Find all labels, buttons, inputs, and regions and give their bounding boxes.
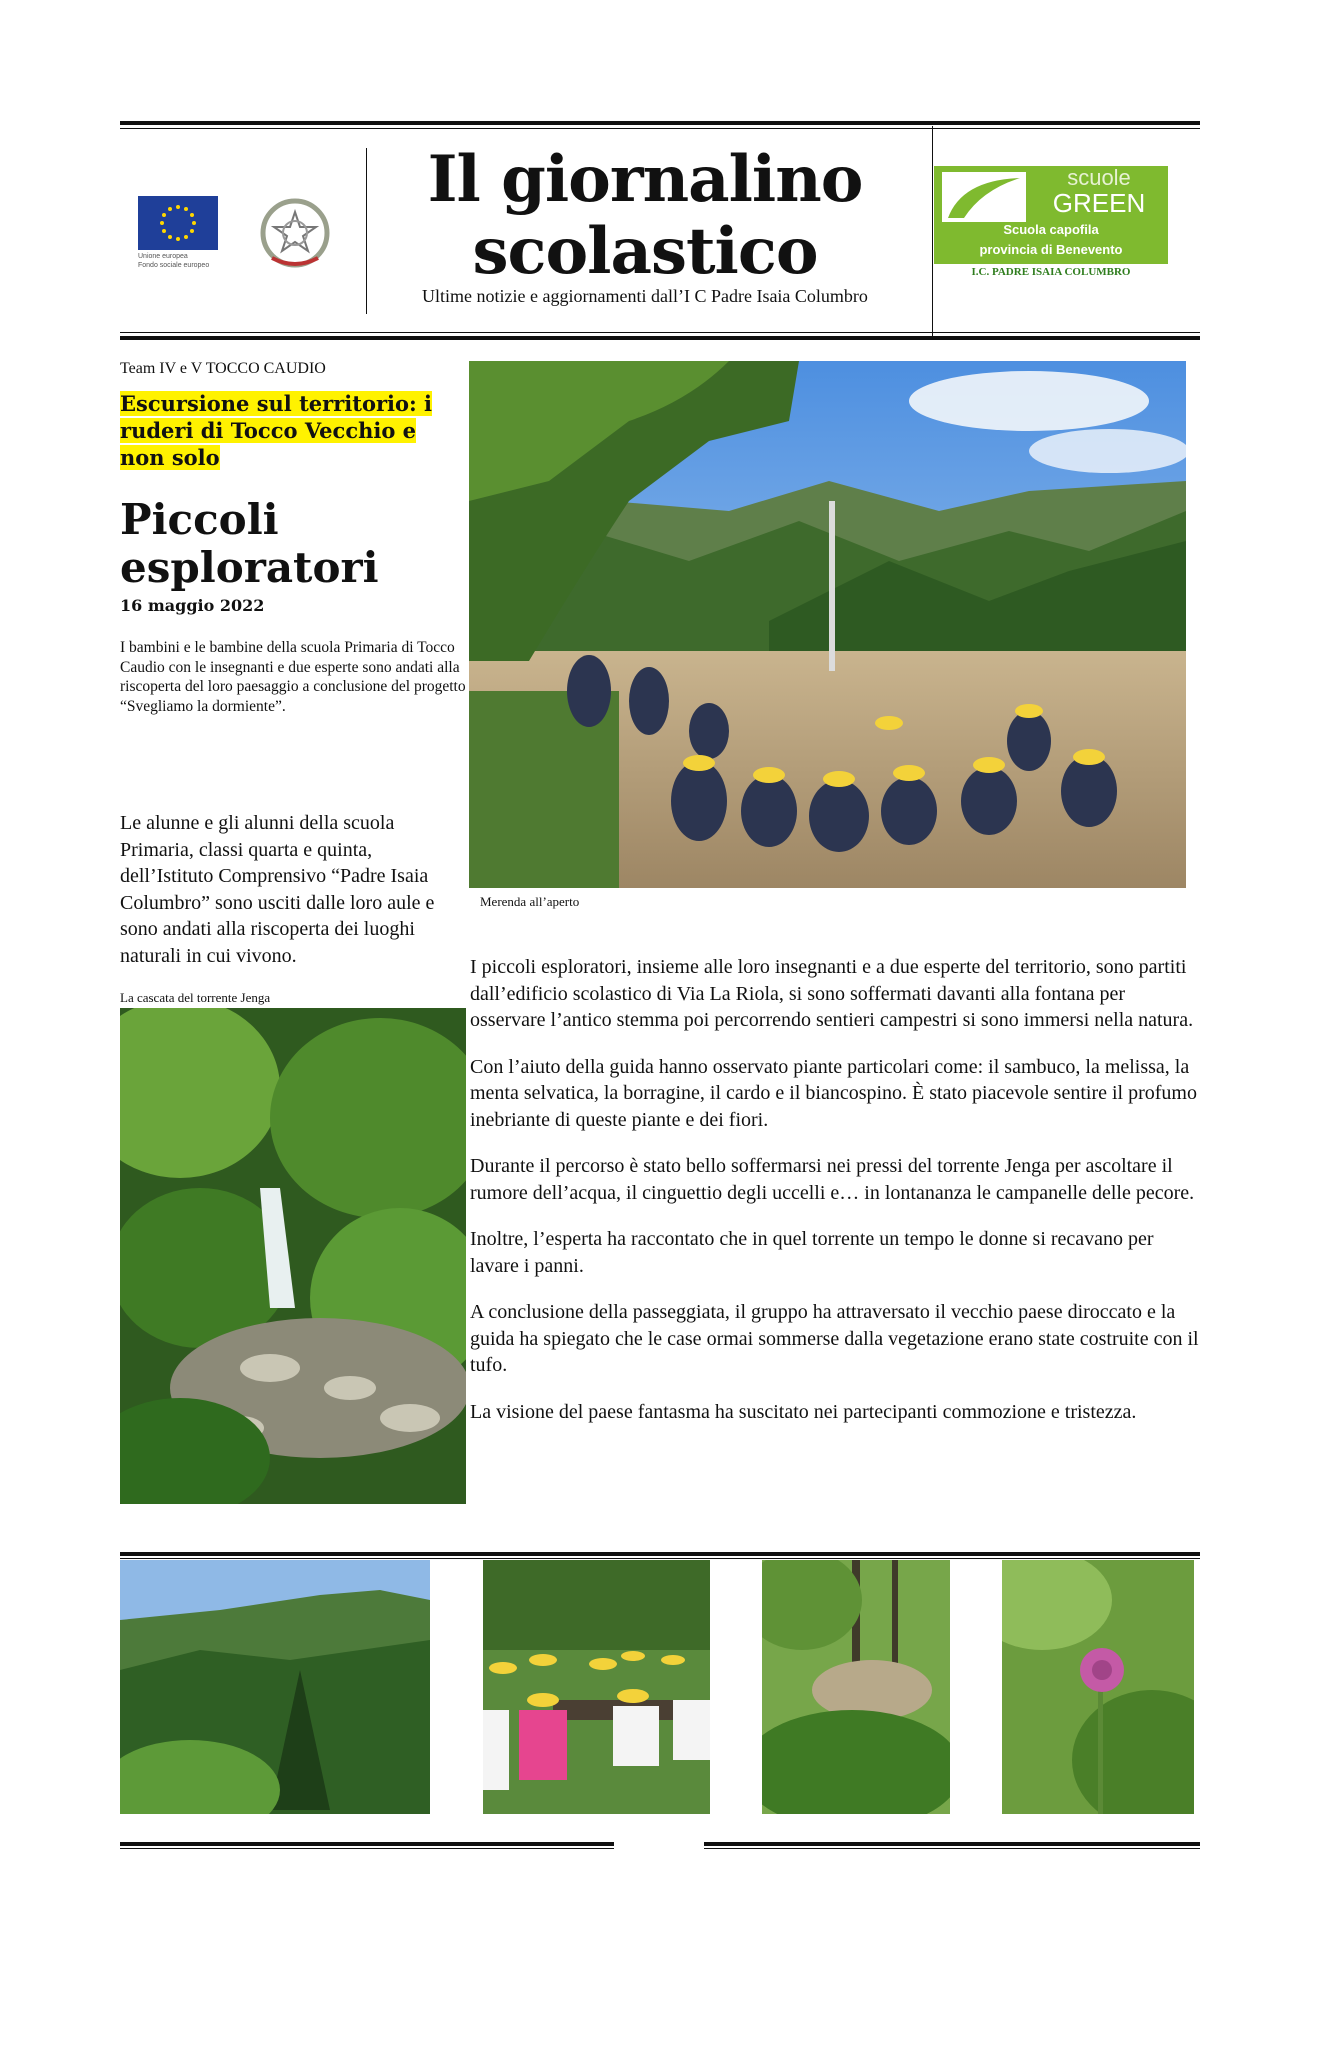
leaf-icon <box>942 172 1026 222</box>
body-paragraph: Durante il percorso è stato bello soffermarsi nei pressi del torrente Jenga per ascoltare il rumore dell’acqua, il cinguettio degli uccelli e… in lontananza le campanelle delle pecore. <box>470 1155 1195 1204</box>
kicker-highlight: Escursione sul territorio: i ruderi di Tocco Vecchio e non solo <box>120 391 433 470</box>
eu-caption: Unione europea Fondo sociale europeo <box>138 253 210 269</box>
body-paragraph: I piccoli esploratori, insieme alle loro insegnanti e a due esperte del territorio, sono partiti dall’edificio scolastico di Via La Riola, si sono soffermati davanti alla fontana per osservare l’antico stemma poi percorrendo sentieri campestri si sono immersi nella natura. <box>470 956 1194 1031</box>
article-date: 16 maggio 2022 <box>120 596 265 615</box>
italian-emblem-logo <box>258 196 332 270</box>
gallery-bottom-rule-left-thin <box>120 1848 614 1849</box>
article-body <box>470 954 1200 1445</box>
logo-line-2: provincia di Benevento <box>979 242 1123 257</box>
photo-gallery-children <box>483 1560 710 1814</box>
logo-brand-small: scuole <box>1067 165 1131 190</box>
body-paragraph: Inoltre, l’esperta ha raccontato che in quel torrente un tempo le donne si recavano per lavare i panni. <box>470 1228 1154 1277</box>
masthead-title-line2: scolastico <box>472 214 818 289</box>
photo-picnic-group <box>469 361 1186 888</box>
gallery-bottom-rule-right-thin <box>704 1848 1200 1849</box>
photo-gallery-thistle <box>1002 1560 1194 1814</box>
body-paragraph: La visione del paese fantasma ha suscitato nei partecipanti commozione e tristezza. <box>470 1400 1137 1423</box>
caption-waterfall: La cascata del torrente Jenga <box>120 990 271 1005</box>
body-paragraph: Con l’aiuto della guida hanno osservato piante particolari come: il sambuco, la melissa, la menta selvatica, la borragine, il cardo e il biancospino. È stato piacevole sentire il profumo inebriante di queste piante e dei fiori. <box>470 1055 1197 1131</box>
team-label: Team IV e V TOCCO CAUDIO <box>120 360 326 377</box>
photo-waterfall-jenga <box>120 1008 466 1504</box>
masthead-subtitle: Ultime notizie e aggiornamenti dall’I C Padre Isaia Columbro <box>422 286 868 306</box>
article-lead: I bambini e le bambine della scuola Primaria di Tocco Caudio con le insegnanti e due esperte sono andati alla riscoperta del loro paesaggio a conclusione del progetto “Svegliamo la dormiente”. <box>120 639 466 715</box>
photo-gallery-mountains <box>120 1560 430 1814</box>
logo-brand-large: GREEN <box>1052 188 1146 218</box>
body-paragraph: A conclusione della passeggiata, il gruppo ha attraversato il vecchio paese diroccato e la guida ha spiegato che le case ormai sommerse dalla vegetazione erano state costruite con il tufo. <box>470 1301 1199 1376</box>
masthead-divider-left <box>366 148 367 314</box>
masthead-top-rule-thin <box>120 128 1200 129</box>
photo-gallery-forest-path <box>762 1560 950 1814</box>
masthead-top-rule <box>120 121 1200 125</box>
gallery-top-rule <box>120 1552 1200 1556</box>
caption-main-photo: Merenda all’aperto <box>480 894 580 909</box>
eu-flag-logo <box>138 196 218 250</box>
logo-line-1: Scuola capofila <box>1003 222 1099 237</box>
scuole-green-logo <box>934 166 1168 264</box>
article-intro: Le alunne e gli alunni della scuola Primaria, classi quarta e quinta, dell’Istituto Comprensivo “Padre Isaia Columbro” sono usciti dalle loro aule e sono andati alla riscoperta dei luoghi naturali in cui vivono. <box>120 812 435 967</box>
masthead-bottom-rule-thin <box>120 332 1200 333</box>
gallery-bottom-rule-right <box>704 1842 1200 1846</box>
logo-school-name: I.C. PADRE ISAIA COLUMBRO <box>971 266 1131 278</box>
gallery-top-rule-thin <box>120 1558 1200 1559</box>
article-kicker <box>120 390 460 471</box>
masthead-title <box>400 144 890 288</box>
gallery-bottom-rule-left <box>120 1842 614 1846</box>
article-headline: Piccoli esploratori <box>120 495 379 592</box>
masthead-title-line1: Il giornalino <box>427 142 863 217</box>
masthead-bottom-rule <box>120 336 1200 340</box>
masthead-divider-right <box>932 126 933 336</box>
